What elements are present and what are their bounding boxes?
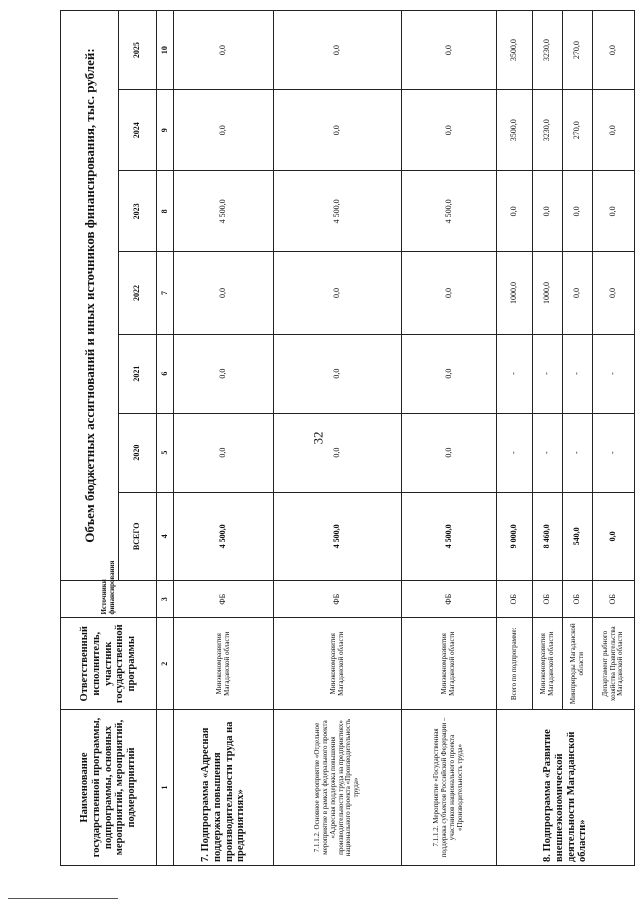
row-value: 0,0 (402, 90, 497, 171)
row-value: - (593, 413, 635, 492)
header-year-2021: 2021 (119, 334, 157, 413)
program8-name: 8. Подпрограмма «Развитие внешнеэкономической деятельности Магаданской области» (497, 709, 635, 865)
table-row (274, 11, 402, 866)
row-value: - (497, 413, 533, 492)
row-value: 3500,0 (497, 11, 533, 90)
row-value: 0,0 (402, 334, 497, 413)
header-year-2023: 2023 (119, 171, 157, 252)
col-number: 2 (157, 618, 174, 710)
header-year-2025: 2025 (119, 11, 157, 90)
row-value-total: 4 500,0 (402, 492, 497, 580)
header-year-2024: 2024 (119, 90, 157, 171)
row-value: 4 500,0 (402, 171, 497, 252)
row-name: 7.1.1.2. Мероприятие «Государственная поддержка субъектов Российской Федерации – участников национального проекта «Производительность труда» (402, 709, 497, 865)
row-value: 3230,0 (533, 11, 563, 90)
rotated-page (60, 10, 640, 866)
row-value-total: 8 460,0 (533, 492, 563, 580)
row-name: 7. Подпрограмма «Адресная поддержка повышения производительности труда на предприятиях» (174, 709, 274, 865)
table-container (60, 10, 640, 866)
row-value-total: 4 500,0 (174, 492, 274, 580)
row-source: ОБ (563, 581, 593, 618)
row-source: ОБ (593, 581, 635, 618)
row-value: 0,0 (274, 11, 402, 90)
row-value-total: 4 500,0 (274, 492, 402, 580)
row-responsible: Минэкономразвития Магаданской области (174, 618, 274, 710)
row-source: ФБ (274, 581, 402, 618)
col-number: 1 (157, 709, 174, 865)
row-value: 0,0 (593, 90, 635, 171)
table-row (497, 11, 533, 866)
table-row (174, 11, 274, 866)
row-name: 7.1.1.2. Основное мероприятие «Отдельное мероприятие в рамках федерального проекта «Адресная поддержка повышения производительности труда на предприятиях» национального проекта «Производительность труда» (274, 709, 402, 865)
row-value: 0,0 (593, 171, 635, 252)
row-value: 270,0 (563, 90, 593, 171)
row-value: 0,0 (593, 11, 635, 90)
row-value: 3230,0 (533, 90, 563, 171)
row-value: - (497, 334, 533, 413)
col-number: 4 (157, 492, 174, 580)
row-source: ФБ (174, 581, 274, 618)
header-source: Источники финансирования (61, 581, 157, 618)
row-value: 0,0 (174, 334, 274, 413)
col-number: 10 (157, 11, 174, 90)
col-number: 6 (157, 334, 174, 413)
col-number: 3 (157, 581, 174, 618)
row-value-total: 540,0 (563, 492, 593, 580)
row-value: 0,0 (402, 413, 497, 492)
header-year-2020: 2020 (119, 413, 157, 492)
row-value: - (593, 334, 635, 413)
row-value: 0,0 (274, 413, 402, 492)
row-value: 270,0 (563, 11, 593, 90)
row-value: 0,0 (274, 252, 402, 334)
row-value: 0,0 (593, 252, 635, 334)
table-row (402, 11, 497, 866)
row-value: 0,0 (402, 11, 497, 90)
col-number: 9 (157, 90, 174, 171)
page-number: 32 (310, 431, 326, 445)
row-source: ОБ (497, 581, 533, 618)
row-value: - (533, 334, 563, 413)
row-responsible: Минэкономразвития Магаданской области (274, 618, 402, 710)
row-value: 0,0 (174, 252, 274, 334)
row-value: 0,0 (274, 334, 402, 413)
row-value: 0,0 (174, 413, 274, 492)
row-value: 1000,0 (497, 252, 533, 334)
row-value-total: 0,0 (593, 492, 635, 580)
row-source: ФБ (402, 581, 497, 618)
footer-divider (8, 898, 118, 899)
row-value: 4 500,0 (274, 171, 402, 252)
row-value: 0,0 (533, 171, 563, 252)
header-volume: Объем бюджетных ассигнований и иных источников финансирования, тыс. рублей: (61, 11, 119, 581)
header-name: Наименование государственной программы, подпрограммы, основных мероприятий, мероприятий, подмероприятий (61, 709, 157, 865)
row-value-total: 9 000,0 (497, 492, 533, 580)
row-value: 0,0 (563, 171, 593, 252)
row-value: 4 500,0 (174, 171, 274, 252)
row-responsible: Минэкономразвития Магаданской области (402, 618, 497, 710)
col-number: 7 (157, 252, 174, 334)
row-value: 0,0 (274, 90, 402, 171)
row-value: - (563, 334, 593, 413)
row-value: 0,0 (563, 252, 593, 334)
row-value: 1000,0 (533, 252, 563, 334)
header-responsible: Ответственный исполнитель, участник государственной программы (61, 618, 157, 710)
column-numbers-row (157, 11, 174, 866)
row-value: 0,0 (174, 90, 274, 171)
row-value: - (563, 413, 593, 492)
col-number: 8 (157, 171, 174, 252)
row-value: 3500,0 (497, 90, 533, 171)
col-number: 5 (157, 413, 174, 492)
header-year-2022: 2022 (119, 252, 157, 334)
row-responsible: Департамент рыбного хозяйства Правительства Магаданской области (593, 618, 635, 710)
row-value: - (533, 413, 563, 492)
row-responsible: Минэкономразвития Магаданской области (533, 618, 563, 710)
row-responsible: Минприроды Магаданской области (563, 618, 593, 710)
row-value: 0,0 (497, 171, 533, 252)
row-value: 0,0 (402, 252, 497, 334)
budget-table (60, 10, 635, 866)
row-source: ОБ (533, 581, 563, 618)
row-value: 0,0 (174, 11, 274, 90)
header-total: ВСЕГО (119, 492, 157, 580)
row-responsible: Всего по подпрограмме: (497, 618, 533, 710)
